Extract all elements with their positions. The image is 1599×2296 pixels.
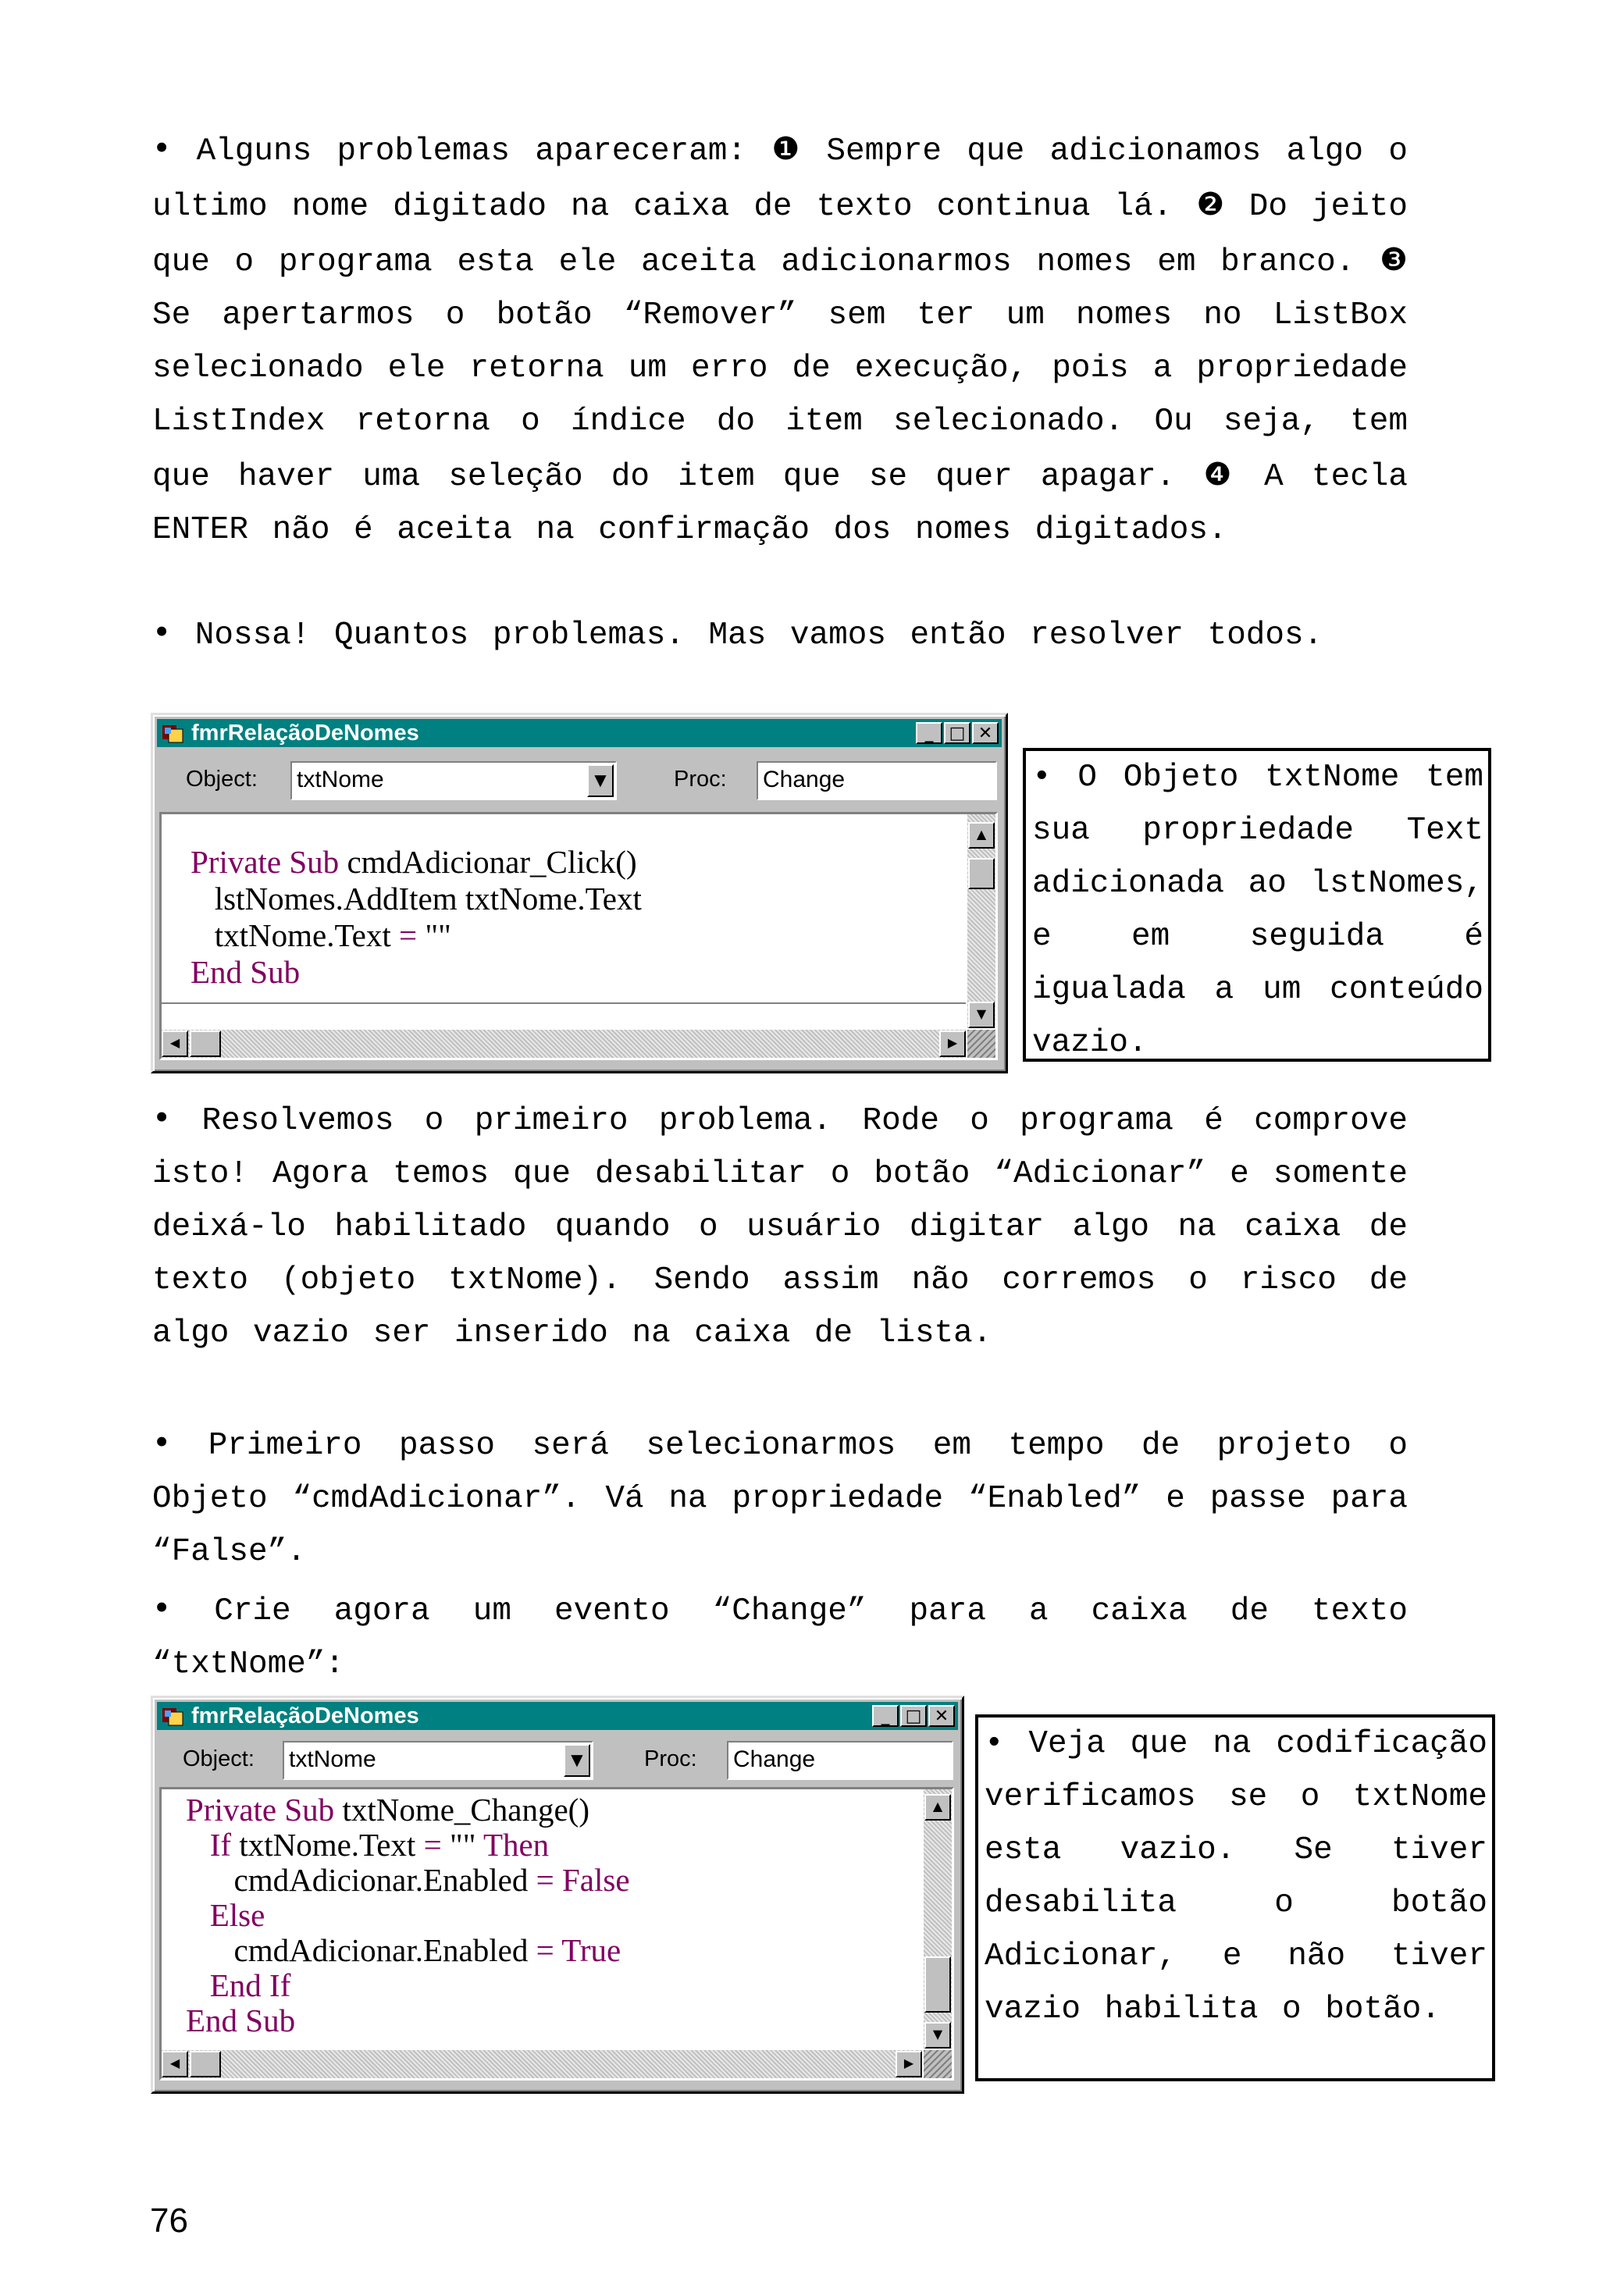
vb-form-icon	[162, 723, 183, 743]
bullet: •	[152, 1589, 172, 1627]
window-title: fmrRelaçãoDeNomes	[191, 721, 419, 746]
marker-3-icon: ❸	[1380, 242, 1408, 278]
code-text	[186, 1792, 630, 2038]
window-title: fmrRelaçãoDeNomes	[191, 1703, 419, 1728]
object-combo[interactable]	[290, 761, 617, 800]
code-line: lstNomes.AddItem txtNome.Text	[191, 881, 642, 917]
paragraph-first-step	[152, 1416, 1408, 1579]
object-value: txtNome	[297, 767, 384, 792]
keyword: End If	[186, 1967, 291, 2003]
proc-label: Proc:	[644, 1746, 697, 1771]
problem-1-text: Sempre que adicionamos algo o ultimo nome digitado na caixa de texto continua lá.	[152, 133, 1408, 225]
code-token: txtNome.Text	[231, 1827, 424, 1863]
keyword: Else	[186, 1897, 265, 1933]
bullet: •	[152, 614, 172, 651]
code-token: cmdAdicionar.Enabled	[186, 1862, 536, 1898]
keyword: True	[554, 1932, 621, 1968]
paragraph-first-problem	[152, 1091, 1408, 1360]
title-bar	[157, 1702, 958, 1730]
problem-3-text: Se apertarmos o botão “Remover” sem ter um nomes no ListBox selecionado ele retorna um erro de execução, pois a propriedade ListIndex retorna o índice do item selecionado. Ou seja, tem que haver uma seleção do item que se quer apagar.	[152, 297, 1408, 495]
problem-2-text: Do jeito que o programa esta ele aceita adicionarmos nomes em branco.	[152, 189, 1408, 280]
bullet: •	[152, 1424, 172, 1461]
code-token: cmdAdicionar_Click()	[339, 844, 637, 880]
code-editor[interactable]	[159, 812, 998, 1060]
title-bar	[157, 719, 1002, 747]
object-label: Object:	[183, 1746, 255, 1771]
code-token: cmdAdicionar.Enabled	[186, 1932, 536, 1968]
paragraph-text: Primeiro passo será selecionarmos em tempo de projeto o Objeto “cmdAdicionar”. Vá na propriedade “Enabled” e passe para “False”.	[152, 1428, 1408, 1570]
scroll-right-icon[interactable]: ▶	[939, 1031, 966, 1057]
horizontal-scrollbar[interactable]	[162, 1030, 966, 1058]
proc-value: Change	[733, 1746, 816, 1772]
scroll-up-icon[interactable]: ▲	[968, 822, 995, 849]
scroll-down-icon[interactable]: ▼	[968, 1002, 995, 1028]
paragraph-text: Crie agora um evento “Change” para a caixa de texto “txtNome”:	[152, 1593, 1408, 1682]
resize-grip-icon[interactable]	[967, 1030, 995, 1058]
marker-4-icon: ❹	[1203, 457, 1236, 493]
code-token: ""	[417, 917, 451, 953]
page-number: 76	[150, 2202, 188, 2240]
code-token: ""	[441, 1827, 483, 1863]
scroll-left-icon[interactable]: ◀	[162, 1031, 188, 1057]
hscroll-thumb[interactable]	[190, 2051, 221, 2077]
paragraph-problems	[152, 122, 1408, 557]
vertical-scrollbar[interactable]	[924, 1789, 952, 2049]
close-button[interactable]: ✕	[928, 1705, 955, 1727]
operator: =	[536, 1932, 554, 1968]
code-window-1	[151, 713, 1008, 1073]
scroll-thumb[interactable]	[924, 1956, 951, 2013]
object-value: txtNome	[289, 1746, 376, 1772]
scroll-right-icon[interactable]: ▶	[896, 2051, 922, 2077]
code-editor[interactable]	[159, 1787, 954, 2081]
marker-1-icon: ❶	[771, 131, 802, 167]
paragraph-text: Resolvemos o primeiro problema. Rode o programa é comprove isto! Agora temos que desabilitar o botão “Adicionar” e somente deixá-lo habilitado quando o usuário digitar algo na caixa de texto (objeto txtNome). Sendo assim não corremos o risco de algo vazio ser inserido na caixa de lista.	[152, 1103, 1408, 1351]
resize-grip-icon[interactable]	[924, 2050, 952, 2078]
annotation-box-2	[975, 1714, 1495, 2081]
maximize-button[interactable]: □	[900, 1705, 927, 1727]
chevron-down-icon[interactable]: ▼	[587, 764, 614, 797]
scroll-down-icon[interactable]: ▼	[924, 2022, 951, 2049]
keyword: False	[554, 1862, 630, 1898]
problem-4-text: A tecla ENTER não é aceita na confirmação dos nomes digitados.	[152, 459, 1408, 548]
proc-value: Change	[763, 767, 846, 792]
procedure-separator	[162, 1002, 966, 1004]
operator: =	[536, 1862, 554, 1898]
minimize-button[interactable]: _	[872, 1705, 899, 1727]
keyword: Private Sub	[191, 844, 340, 880]
paragraph-create-event	[152, 1582, 1408, 1691]
horizontal-scrollbar[interactable]	[162, 2050, 922, 2078]
paragraph-nossa	[152, 606, 1408, 662]
scroll-left-icon[interactable]: ◀	[162, 2051, 188, 2077]
annotation-text: • O Objeto txtNome tem sua propriedade Text adicionada ao lstNomes, e em seguida é igualada a um conteúdo vazio.	[1032, 760, 1483, 1061]
object-combo[interactable]	[283, 1741, 593, 1780]
scroll-up-icon[interactable]: ▲	[924, 1794, 951, 1821]
scroll-thumb[interactable]	[968, 858, 995, 889]
keyword: If	[186, 1827, 232, 1863]
code-token: txtNome_Change()	[334, 1792, 589, 1828]
proc-label: Proc:	[674, 767, 727, 792]
bullet: •	[152, 1099, 172, 1137]
keyword: End Sub	[186, 2002, 296, 2038]
problems-intro: Alguns problemas apareceram:	[196, 133, 747, 169]
close-button[interactable]: ✕	[972, 722, 999, 744]
code-token: txtNome.Text	[191, 917, 400, 953]
proc-combo[interactable]	[727, 1741, 953, 1780]
annotation-box-1	[1023, 748, 1491, 1062]
keyword: End Sub	[191, 954, 301, 990]
code-text	[191, 844, 642, 991]
keyword: Private Sub	[186, 1792, 335, 1828]
maximize-button[interactable]: □	[944, 722, 970, 744]
chevron-down-icon[interactable]: ▼	[564, 1744, 590, 1777]
code-window-2	[151, 1696, 964, 2094]
bullet: •	[152, 130, 172, 167]
operator: =	[399, 917, 418, 953]
proc-combo[interactable]	[757, 761, 997, 800]
marker-2-icon: ❷	[1196, 187, 1225, 222]
paragraph-text: Nossa! Quantos problemas. Mas vamos então resolver todos.	[194, 618, 1323, 653]
vertical-scrollbar[interactable]	[967, 814, 995, 1028]
vb-form-icon	[162, 1706, 183, 1726]
keyword: Then	[483, 1827, 550, 1863]
annotation-text: • Veja que na codificação verificamos se o txtNome esta vazio. Se tiver desabilita o botão Adicionar, e não tiver vazio habilita o botão.	[985, 1726, 1487, 2027]
hscroll-thumb[interactable]	[190, 1031, 221, 1057]
object-label: Object:	[186, 767, 258, 792]
minimize-button[interactable]: _	[916, 722, 942, 744]
operator: =	[423, 1827, 442, 1863]
